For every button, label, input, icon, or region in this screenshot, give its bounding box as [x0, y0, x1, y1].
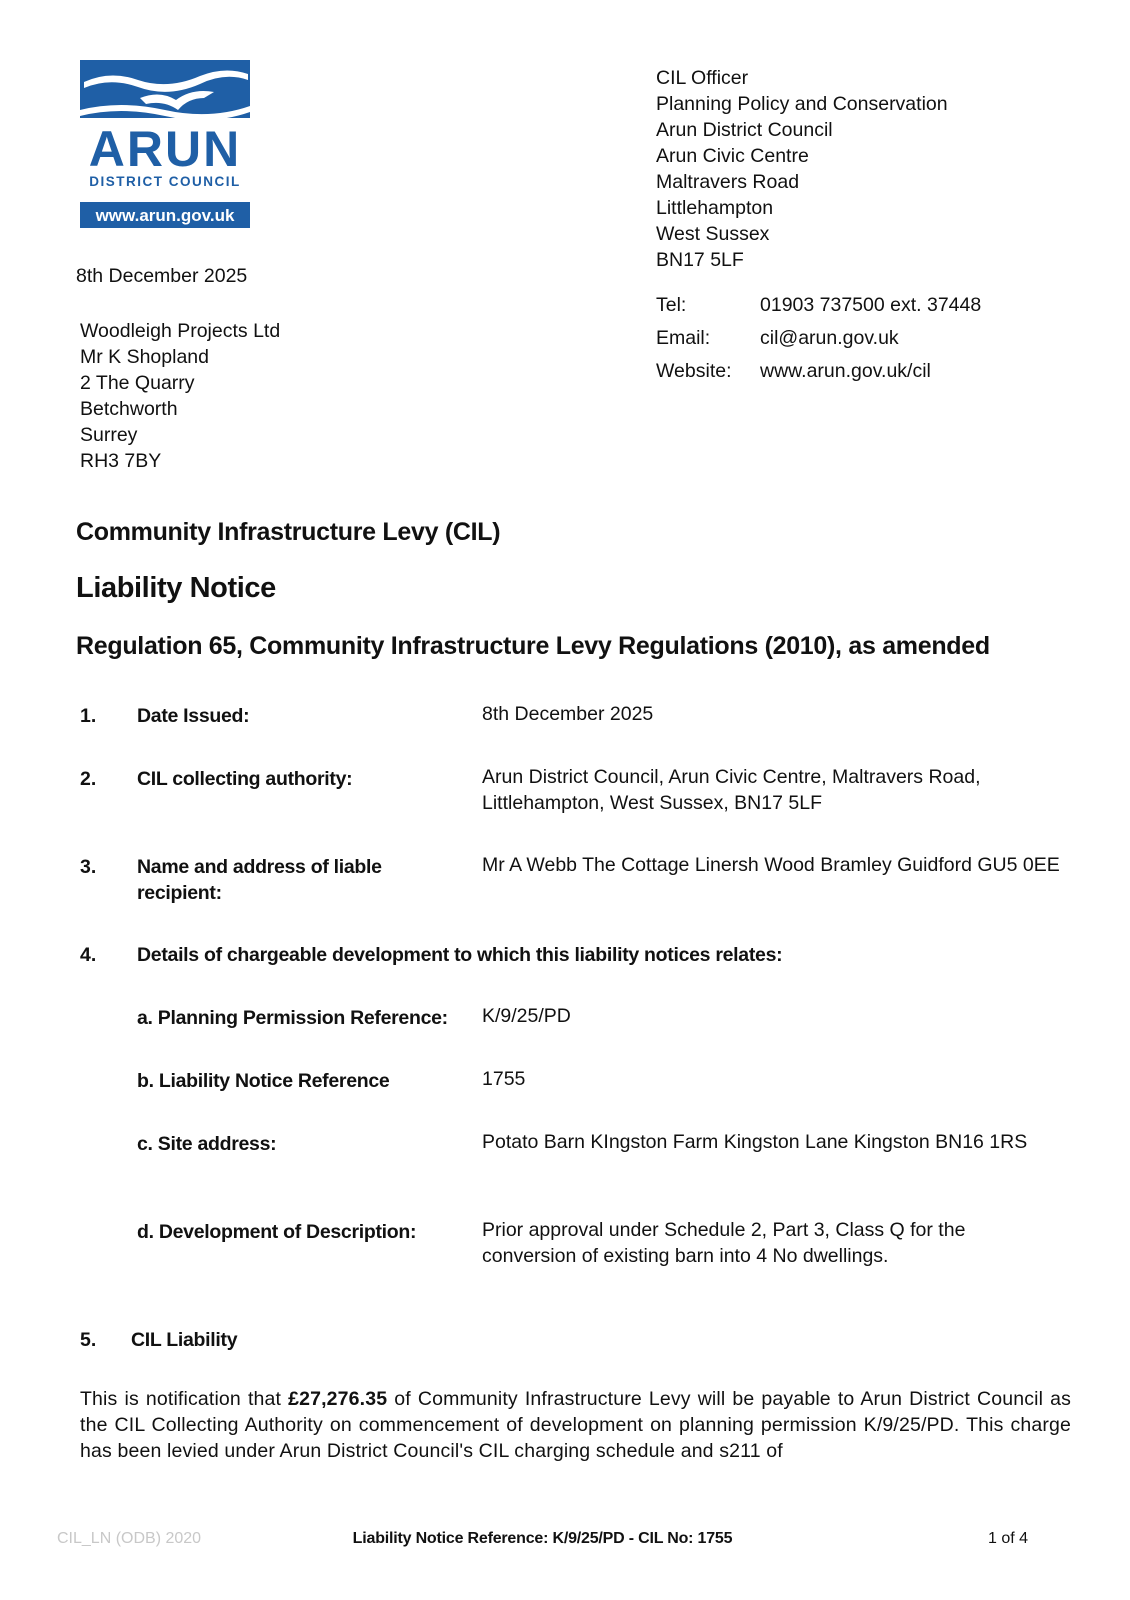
svg-text:www.arun.gov.uk: www.arun.gov.uk — [95, 206, 235, 225]
item-value: Mr A Webb The Cottage Linersh Wood Bramley Guidford GU5 0EE — [482, 854, 1060, 876]
item-value: 8th December 2025 — [482, 703, 654, 725]
recipient-line: Betchworth — [80, 398, 178, 420]
section-label: CIL Liability — [131, 1329, 238, 1351]
letter-date: 8th December 2025 — [76, 265, 248, 287]
contact-value: 01903 737500 ext. 37448 — [760, 294, 982, 316]
detail-value: Prior approval under Schedule 2, Part 3, Class Q for the conversion of existing barn into 4 No dwellings. — [482, 1219, 966, 1267]
item-number: 4. — [80, 944, 97, 966]
item-number: 2. — [80, 768, 97, 790]
detail-value: Potato Barn KIngston Farm Kingston Lane Kingston BN16 1RS — [482, 1131, 1028, 1153]
contact-label: Website: — [656, 360, 732, 382]
contact-label: Tel: — [656, 294, 687, 316]
sender-address — [656, 65, 948, 273]
item-label: Name and address of liable recipient: — [137, 856, 382, 904]
item-label: Date Issued: — [137, 705, 250, 727]
sender-line: Planning Policy and Conservation — [656, 93, 948, 115]
item-label: Details of chargeable development to which this liability notices relates: — [137, 944, 783, 966]
sender-line: BN17 5LF — [656, 249, 744, 271]
detail-label: c. Site address: — [137, 1133, 277, 1155]
paragraph-text: This is notification that — [80, 1388, 289, 1410]
liability-amount: £27,276.35 — [288, 1388, 388, 1410]
sender-line: Maltravers Road — [656, 171, 800, 193]
svg-text:DISTRICT COUNCIL: DISTRICT COUNCIL — [89, 174, 241, 189]
contact-tel — [656, 292, 1076, 318]
detail-value: K/9/25/PD — [482, 1005, 571, 1027]
detail-label: a. Planning Permission Reference: — [137, 1007, 448, 1029]
page-number: 1 of 4 — [988, 1530, 1029, 1547]
detail-label: b. Liability Notice Reference — [137, 1070, 390, 1092]
detail-label: d. Development of Description: — [137, 1221, 417, 1243]
contact-website — [656, 358, 1076, 384]
item-label: CIL collecting authority: — [137, 768, 353, 790]
contact-label: Email: — [656, 327, 711, 349]
arun-logo — [80, 60, 252, 234]
item-number: 1. — [80, 705, 97, 727]
footer-form-code: CIL_LN (ODB) 2020 — [57, 1530, 202, 1547]
recipient-line: Woodleigh Projects Ltd — [80, 320, 281, 342]
svg-text:ARUN: ARUN — [88, 121, 242, 177]
section-number: 5. — [80, 1329, 97, 1351]
notice-heading: Liability Notice — [76, 572, 276, 604]
sender-line: Arun District Council — [656, 119, 833, 141]
contact-email — [656, 325, 1076, 351]
item-number: 3. — [80, 856, 97, 878]
contact-value: www.arun.gov.uk/cil — [760, 360, 931, 382]
sender-line: West Sussex — [656, 223, 770, 245]
sender-line: Arun Civic Centre — [656, 145, 809, 167]
sender-line: CIL Officer — [656, 67, 749, 89]
paragraph-text: of Community Infrastructure Levy will be payable to Arun District Council as the CIL Collecting Authority on commencement of development on planning permission K/9/25/PD. This charge has been levied under Arun District Council's CIL charging schedule and s211 of — [80, 1388, 1071, 1462]
regulation-heading: Regulation 65, Community Infrastructure Levy Regulations (2010), as amended — [76, 632, 990, 660]
document-title: Community Infrastructure Levy (CIL) — [76, 518, 501, 546]
liability-paragraph — [80, 1386, 1071, 1464]
detail-value: 1755 — [482, 1068, 526, 1090]
recipient-address — [80, 318, 280, 474]
footer-reference: Liability Notice Reference: K/9/25/PD - CIL No: 1755 — [352, 1530, 733, 1547]
item-value: Arun District Council, Arun Civic Centre, Maltravers Road, Littlehampton, West Sussex, BN17 5LF — [482, 766, 981, 814]
recipient-line: Mr K Shopland — [80, 346, 209, 368]
arun-logo-graphic — [80, 60, 252, 234]
recipient-line: 2 The Quarry — [80, 372, 195, 394]
recipient-line: RH3 7BY — [80, 450, 162, 472]
contact-value: cil@arun.gov.uk — [760, 327, 899, 349]
sender-line: Littlehampton — [656, 197, 774, 219]
recipient-line: Surrey — [80, 424, 138, 446]
